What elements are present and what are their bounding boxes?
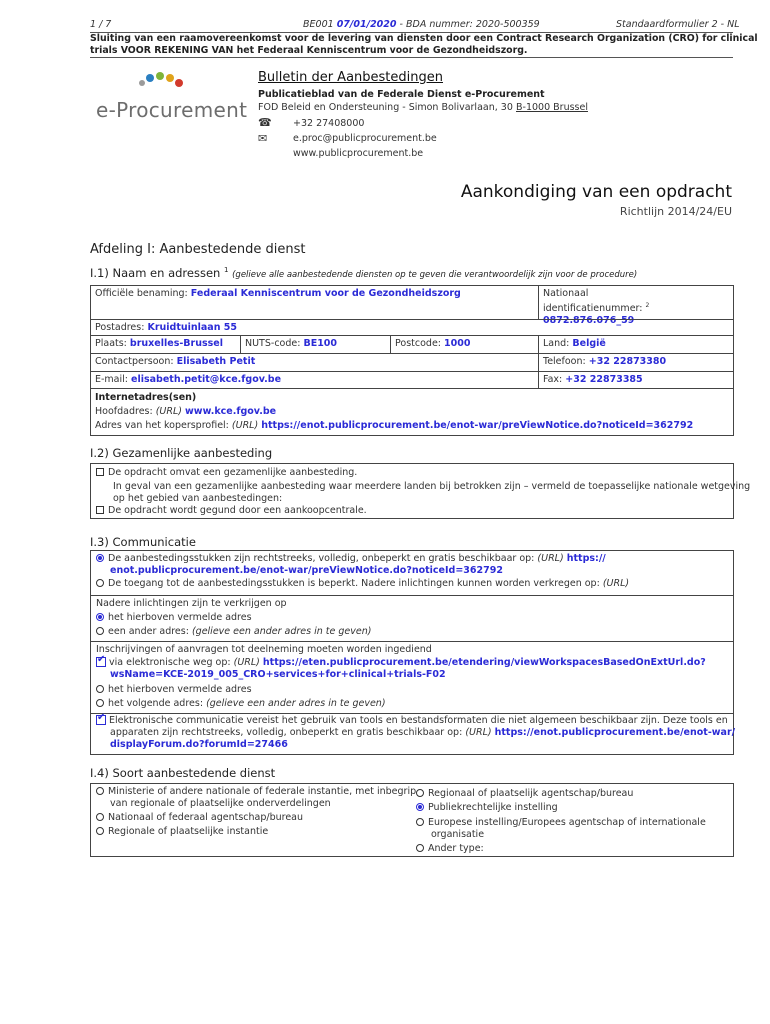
radio-icon[interactable] (96, 579, 104, 587)
checkbox-icon[interactable] (96, 506, 104, 514)
i1-heading: I.1) Naam en adressen $^1$ (gelieve alle aanbestedende diensten op te geven die verantwoordelijk zijn voor de procedure) (90, 266, 638, 280)
authority-type-public-law[interactable]: Publiekrechtelijke instelling (416, 802, 558, 813)
more-info-option-2[interactable]: een ander adres: (gelieve een ander adres in te geven) (96, 626, 371, 637)
joint-procurement-note: In geval van een gezamenlijke aanbesteding waar meerdere landen bij betrokken zijn – vermeld de toepasselijke nationale wetgeving (113, 481, 751, 492)
checkbox-icon[interactable] (96, 468, 104, 476)
checkbox-checked-icon[interactable] (96, 715, 106, 725)
bulletin-email[interactable]: e.proc@publicprocurement.be (293, 133, 437, 144)
notice-title: Aankondiging van een opdracht (460, 182, 732, 202)
postal-cell: Postadres: Kruidtuinlaan 55 (90, 319, 734, 336)
tools-url-link[interactable]: https://enot.publicprocurement.be/enot-war/ (494, 727, 736, 738)
contact-cell: Contactpersoon: Elisabeth Petit (90, 353, 539, 372)
radio-selected-icon[interactable] (96, 554, 104, 562)
city-cell: Plaats: bruxelles-Brussel (90, 335, 241, 354)
radio-icon[interactable] (416, 818, 424, 826)
form-name: Standaardformulier 2 - NL (616, 19, 740, 30)
docs-option-2[interactable]: De toegang tot de aanbestedingsstukken is beperkt. Nadere inlichtingen kunnen worden verkregen op: (URL) (96, 578, 629, 589)
radio-selected-icon[interactable] (416, 803, 424, 811)
nuts-cell: NUTS-code: BE100 (240, 335, 391, 354)
national-id-cell: Nationaal identificatienummer: $^2$ 0872.876.076_59 (538, 285, 734, 320)
bulletin-address: FOD Beleid en Ondersteuning - Simon Bolivarlaan, 30 (258, 102, 513, 113)
submit-option-3[interactable]: het volgende adres: (gelieve een ander adres in te geven) (96, 698, 386, 709)
joint-procurement-note-2: op het gebied van aanbestedingen: (113, 493, 283, 504)
internet-cell: Internetadres(sen) Hoofdadres: (URL) www.kce.fgov.be Adres van het kopersprofiel: (URL) https://enot.publicprocurement.be/enot-war/preViewNotice.do?noticeId=362792 (90, 388, 734, 436)
radio-icon[interactable] (96, 827, 104, 835)
postcode-cell: Postcode: 1000 (390, 335, 539, 354)
submit-label: Inschrijvingen of aanvragen tot deelneming moeten worden ingediend (96, 644, 432, 655)
authority-type-ministry[interactable]: Ministerie of andere nationale of federale instantie, met inbegrip (96, 786, 416, 797)
tools-line-2: apparaten zijn rechtstreeks, volledig, onbeperkt en gratis beschikbaar op: (URL) https://enot.publicprocurement.be/enot-war/ (110, 727, 736, 738)
notice-heading: Sluiting van een raamovereenkomst voor de levering van diensten door een Contract Research Organization (CRO) for clinical trials VOOR REKENING VAN het Federaal Kenniscentrum voor de Gezondheidszorg. (90, 33, 758, 56)
directive: Richtlijn 2014/24/EU (619, 205, 732, 218)
radio-icon[interactable] (96, 627, 104, 635)
checkbox-checked-icon[interactable] (96, 657, 106, 667)
doc-reference: BE001 07/01/2020 - BDA nummer: 2020-500359 (303, 19, 540, 30)
phone-icon: ☎ (258, 116, 272, 129)
i2-heading: I.2) Gezamenlijke aanbesteding (90, 446, 273, 460)
central-purchasing-option[interactable]: De opdracht wordt gegund door een aankoopcentrale. (96, 505, 367, 516)
authority-type-european-2: organisatie (431, 829, 485, 840)
official-name-cell: Officiële benaming: Federaal Kenniscentrum voor de Gezondheidszorg (90, 285, 539, 320)
page-number: 1 / 7 (90, 19, 112, 30)
radio-icon[interactable] (416, 789, 424, 797)
bulletin-subtitle: Publicatieblad van de Federale Dienst e-Procurement (258, 89, 545, 100)
header-divider-2 (90, 57, 733, 58)
tools-option[interactable]: ✔Elektronische communicatie vereist het gebruik van tools en bestandsformaten die niet algemeen beschikbaar zijn. Deze tools en (96, 715, 728, 726)
radio-icon[interactable] (416, 844, 424, 852)
tools-url-link-2[interactable]: displayForum.do?forumId=27466 (110, 739, 288, 750)
more-info-option-1[interactable]: het hierboven vermelde adres (96, 612, 252, 623)
i3-heading: I.3) Communicatie (90, 535, 196, 549)
submit-url-link[interactable]: wsName=KCE-2019_005_CRO+services+for+clinical+trials-F02 (110, 669, 446, 680)
authority-type-ministry-2: van regionale of plaatselijke onderverdelingen (110, 798, 331, 809)
radio-icon[interactable] (96, 685, 104, 693)
bulletin-title[interactable]: Bulletin der Aanbestedingen (258, 70, 443, 85)
more-info-label: Nadere inlichtingen zijn te verkrijgen op (96, 598, 287, 609)
radio-selected-icon[interactable] (96, 613, 104, 621)
docs-option-1[interactable]: De aanbestedingsstukken zijn rechtstreeks, volledig, onbeperkt en gratis beschikbaar op: (URL) https:// (96, 553, 606, 564)
docs-url-link[interactable]: enot.publicprocurement.be/enot-war/preViewNotice.do?noticeId=362792 (110, 565, 503, 576)
submit-option-1[interactable]: ✔via elektronische weg op: (URL) https://eten.publicprocurement.be/etendering/viewWorkspacesBasedOnExtUrl.do? (96, 657, 706, 668)
fax-cell: Fax: +32 22873385 (538, 371, 734, 389)
joint-procurement-option[interactable]: De opdracht omvat een gezamenlijke aanbesteding. (96, 467, 357, 478)
logo-text: e-Procurement (96, 98, 248, 122)
country-cell: Land: België (538, 335, 734, 354)
bulletin-web[interactable]: www.publicprocurement.be (293, 148, 424, 159)
bulletin-postal: B-1000 Brussel (516, 102, 588, 113)
phone-cell: Telefoon: +32 22873380 (538, 353, 734, 372)
section-title: Afdeling I: Aanbestedende dienst (90, 242, 306, 257)
mail-icon: ✉ (258, 132, 268, 145)
bulletin-phone: +32 27408000 (293, 118, 365, 129)
authority-type-european[interactable]: Europese instelling/Europees agentschap of internationale (416, 817, 706, 828)
authority-type-regional[interactable]: Regionale of plaatselijke instantie (96, 826, 268, 837)
radio-icon[interactable] (96, 813, 104, 821)
i4-heading: I.4) Soort aanbestedende dienst (90, 766, 276, 780)
email-cell: E-mail: elisabeth.petit@kce.fgov.be (90, 371, 539, 389)
authority-type-other[interactable]: Ander type: (416, 843, 484, 854)
authority-type-national-agency[interactable]: Nationaal of federaal agentschap/bureau (96, 812, 303, 823)
radio-icon[interactable] (96, 787, 104, 795)
radio-icon[interactable] (96, 699, 104, 707)
submit-option-2[interactable]: het hierboven vermelde adres (96, 684, 252, 695)
buyer-profile-link[interactable]: https://enot.publicprocurement.be/enot-war/preViewNotice.do?noticeId=362792 (261, 420, 694, 431)
authority-type-regional-agency[interactable]: Regionaal of plaatselijk agentschap/bureau (416, 788, 633, 799)
main-url-link[interactable]: www.kce.fgov.be (185, 406, 277, 417)
